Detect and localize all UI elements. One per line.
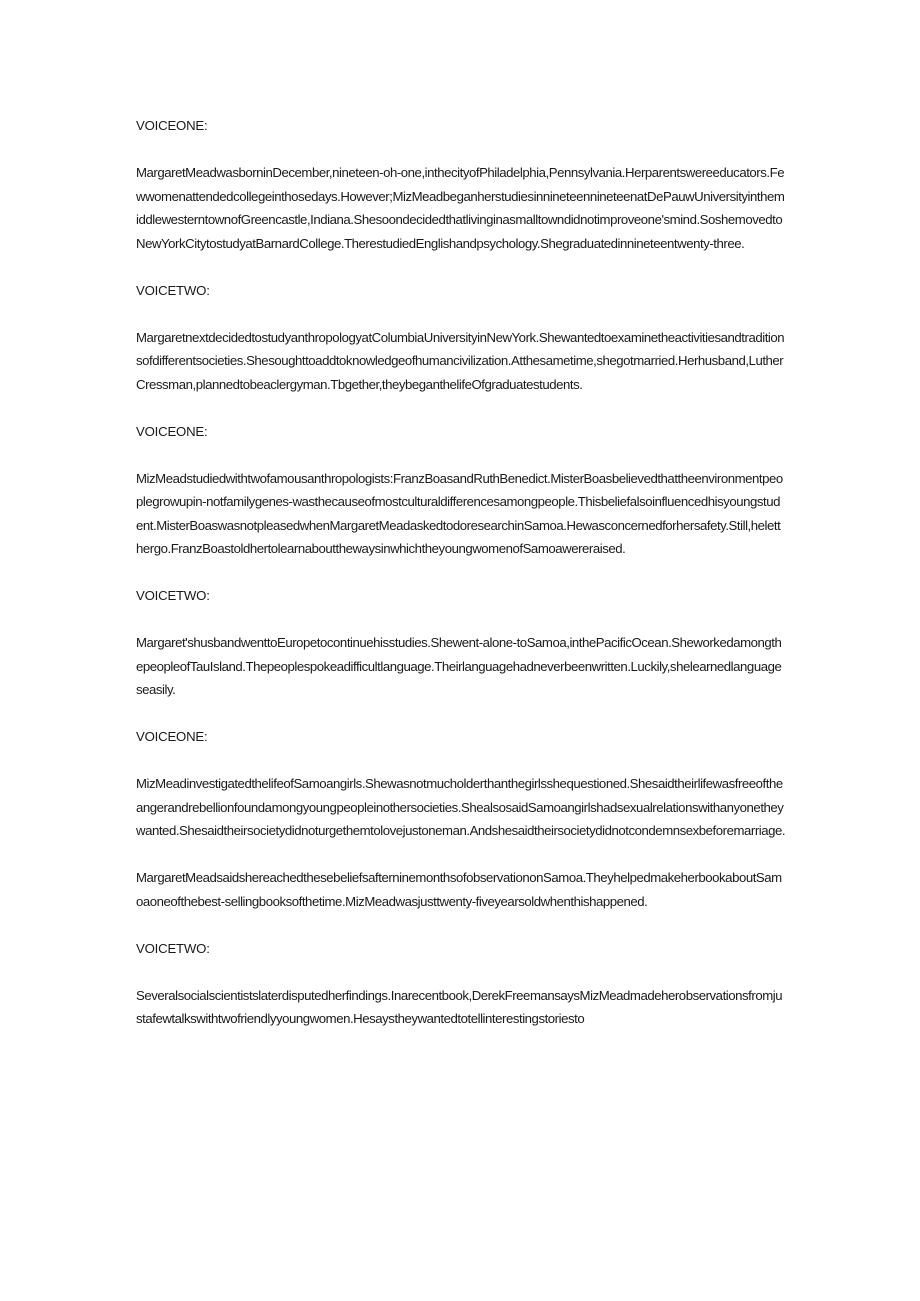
speaker-label: VOICEONE:: [136, 118, 208, 133]
paragraph: MizMeadstudiedwithtwofamousanthropologists:FranzBoasandRuthBenedict.MisterBoasbelievedthattheenvironmentpeoplegrowupin-notfamilygenes-wasthecauseofmostculturaldifferencesamongpeople.Thisbeliefalsoinfluencedhisyoungstudent.MisterBoaswasnotpleasedwhenMargaretMeadaskedtodoresearchinSamoa.Hewasconcernedforhersafety.Still,heletthergo.FranzBoastoldhertolearnaboutthewaysinwhichtheyoungwomenofSamoawereraised.: [136, 470, 783, 556]
speaker-label: VOICETWO:: [136, 282, 210, 298]
paragraph: Margaret'shusbandwenttoEuropetocontinuehisstudies.Shewent-alone-toSamoa,inthePacificOcean.SheworkedamongthepeopleofTauIsland.Thepeoplespokeadifficultlanguage.Theirlanguagehadneverbeenwritten.Luckily,shelearnedlanguageseasily.: [136, 635, 782, 697]
speaker-label: VOICEONE:: [136, 729, 208, 744]
paragraph: MargaretMeadwasborninDecember,nineteen-oh-one,inthecityofPhiladelphia,Pennsylvania.Herparentswereeducators.Fewwomenattendedcollegeinthosedays.However;MizMeadbeganherstudiesinnineteennineteenatDePauwUniversityinthemiddlewesterntownofGreencastle,Indiana.Shesoondecidedthatlivinginasmalltowndidnotimproveone'smind.SoshemovedtoNewYorkCitytostudyatBarnardCollege.TherestudiedEnglishandpsychology.Shegraduatedinnineteentwenty-three.: [136, 165, 785, 251]
speaker-label: VOICETWO:: [136, 940, 210, 956]
paragraph: MizMeadinvestigatedthelifeofSamoangirls.Shewasnotmucholderthanthegirlsshequestioned.Shesaidtheirlifewasfreeoftheangerandrebellionfoundamongyoungpeopleinothersocieties.ShealsosaidSamoangirlshadsexualrelationswithanyonetheywanted.Shesaidtheirsocietydidnoturgethemtolovejustoneman.Andshesaidtheirsocietydidnotcondemnsexbeforemarriage.: [136, 776, 786, 838]
paragraph: MargaretMeadsaidshereachedthesebeliefsafterninemonthsofobservationonSamoa.TheyhelpedmakeherbookaboutSamoaoneofthebest-sellingbooksofthetime.MizMeadwasjusttwenty-fiveyearsoldwhenthishappened.: [136, 870, 782, 909]
paragraph: MargaretnextdecidedtostudyanthropologyatColumbiaUniversityinNewYork.Shewantedtoexaminetheactivitiesandtraditionsofdifferentsocieties.Shesoughttoaddtoknowledgeofhumancivilization.Atthesametime,shegotmarried.Herhusband,LutherCressman,plannedtobeaclergyman.Tbgether,theybeganthelifeOfgraduatestudents.: [136, 329, 785, 392]
speaker-label: VOICETWO:: [136, 588, 210, 603]
paragraph: Severalsocialscientistslaterdisputedherfindings.Inarecentbook,DerekFreemansaysMizMeadmadeherobservationsfromjustafewtalkswithtwofriendlyyoungwomen.Hesaystheywantedtotellinterestingstoriesto: [136, 987, 783, 1026]
document-page: [136, 114, 786, 1054]
speaker-label: VOICEONE:: [136, 423, 208, 439]
